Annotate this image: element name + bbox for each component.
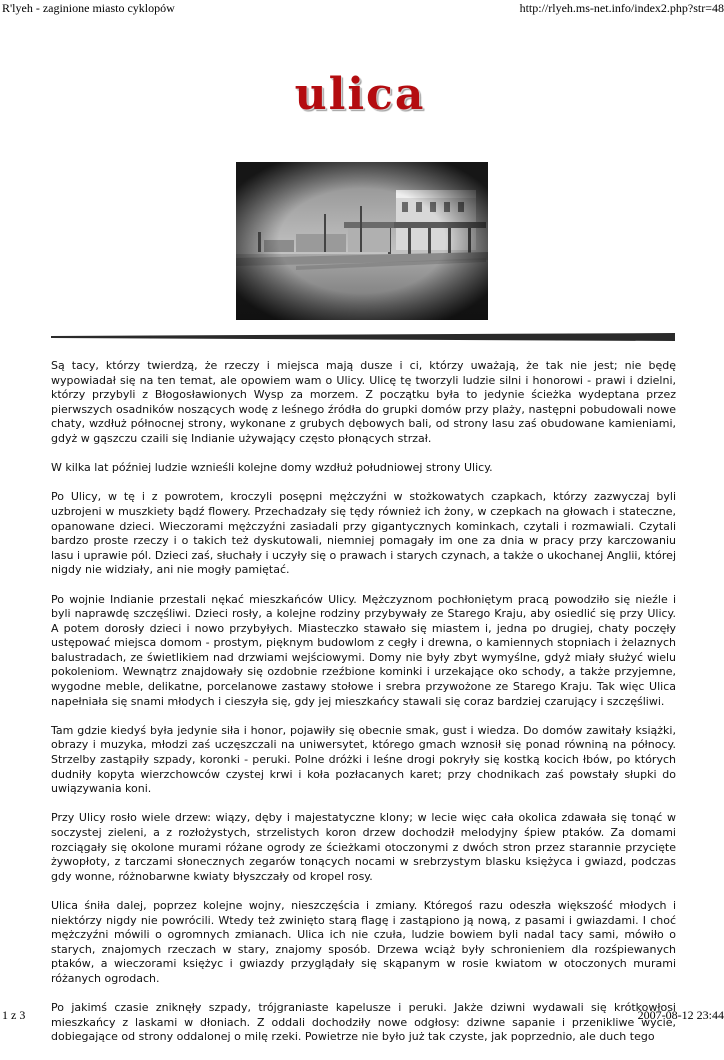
print-datetime: 2007-08-12 23:44 [637, 1008, 724, 1022]
page-url: http://rlyeh.ms-net.info/index2.php?str=48 [519, 1, 724, 15]
article-paragraph: Po Ulicy, w tę i z powrotem, kroczyli posępni mężczyźni w stożkowatych czapkach, którzy zazwyczaj byli uzbrojeni w muszkiety bądź flowery. Przechadzały się tędy również ich żony, w czepkach na głowach i stateczne, opanowane dzieci. Wieczorami mężczyźni zasiadali przy gigantycznych kominkach, czytali i rozmawiali. Czytali bardzo proste rzeczy i o takich też dyskutowali, niemniej pomagały im one za dnia w pracy przy karczowaniu lasu i uprawie pól. Dzieci zaś, słuchały i uczyły się o prawach i starych czynach, a także o ukochanej Anglii, której nigdy nie widziały, ani nie mogły pamiętać. [51, 490, 676, 577]
article-paragraph: Po jakimś czasie zniknęły szpady, trójgraniaste kapelusze i peruki. Jakże dziwni wydawali się krótkowłosi mieszkańcy z laskami w dłoniach. Z oddali dochodziły nowe odgłosy: dziwne sapanie i przenikliwe wycie, dobiegające od strony oddalonej o milę rzeki. Powietrze nie było już tak czyste, jak poprzednio, ale duch tego [51, 1001, 676, 1044]
page-title: R'lyeh - zaginione miasto cyklopów [2, 1, 175, 15]
print-footer [0, 1008, 724, 1024]
section-divider [51, 333, 675, 341]
article-paragraph: W kilka lat później ludzie wznieśli kolejne domy wzdłuż południowej strony Ulicy. [51, 461, 493, 475]
article-body [51, 359, 676, 1060]
article-paragraph: Po wojnie Indianie przestali nękać mieszkańców Ulicy. Mężczyznom pochłoniętym pracą powodziło się nieźle i byli naprawdę szczęśliwi. Dzieci rosły, a kolejne rodziny przybywały ze Starego Kraju, aby osiedlić się przy Ulicy. A potem dorosły dzieci i nowo przybyłych. Miasteczko stawało się miastem i, jedna po drugiej, chaty poczęły ustępować miejsca domom - prostym, pięknym budowlom z cegły i drewna, o kamiennych stopniach i żelaznych balustradach, ze świetlikiem nad drzwiami wejściowymi. Domy nie były zbyt wymyślne, gdyż miały służyć wielu pokoleniom. Wewnątrz znajdowały się ozdobnie rzeźbione kominki i urzekające oko schody, a także przyjemne, wygodne meble, delikatne, porcelanowe zastawy stołowe i srebra przywożone ze Starego Kraju. Tak więc Ulica napełniała się snami młodych i cieszyła się, gdy jej mieszkańcy stawali się coraz bardziej czarujący i szczęśliwi. [51, 592, 676, 708]
page-count: 1 z 3 [2, 1008, 26, 1022]
print-header [0, 1, 724, 17]
logo-title: ulica [294, 69, 426, 120]
article-paragraph: Tam gdzie kiedyś była jedynie siła i honor, pojawiły się obecnie smak, gust i wiedza. Do domów zawitały książki, obrazy i muzyka, młodzi zaś uczęszczali na uniwersytet, którego gmach wznosił się ponad równiną na północy. Strzelby zastąpiły szpady, koronki - peruki. Polne dróżki i leśne drogi pokryły się kostką kocich łbów, po których dudniły kopyta wierzchowców czystej krwi i koła pozłacanych karet; przy chodnikach zaś powstały słupki do uwiązywania koni. [51, 723, 676, 796]
photo-illustration [236, 162, 488, 320]
historic-street-photo [236, 162, 488, 320]
site-logo [262, 68, 458, 122]
article-paragraph: Ulica śniła dalej, poprzez kolejne wojny, nieszczęścia i zmiany. Któregoś razu odeszła większość młodych i niektórzy nigdy nie powrócili. Wtedy też zwinięto starą flagę i zastąpiono ją nową, z pasami i gwiazdami. I choć mężczyźni mówili o ogromnych zmianach. Ulica ich nie czuła, ludzie bowiem byli nadal tacy sami, mówiło o starych, znajomych rzeczach w stary, znajomy sposób. Drzewa wciąż były schronieniem dla rozśpiewanych ptaków, a wieczorami księżyc i gwiazdy przyglądały się skąpanym w rosie kwiatom w otoczonych murami różanych ogrodach. [51, 898, 676, 985]
article-paragraph: Przy Ulicy rosło wiele drzew: wiązy, dęby i majestatyczne klony; w lecie więc cała okolica zdawała się tonąć w soczystej zieleni, a z rozłożystych, strzelistych koron drzew dochodził melodyjny śpiew ptaków. Za domami rozciągały się okolone murami różane ogrody ze ścieżkami otoczonymi z dwóch stron przez starannie przycięte żywopłoty, z tarczami słonecznych zegarów tonących nocami w srebrzystym blasku księżyca i gwiazd, podczas gdy wonne, różnobarwne kwiaty błyszczały od kropel rosy. [51, 811, 676, 883]
article-paragraph: Są tacy, którzy twierdzą, że rzeczy i miejsca mają dusze i ci, którzy uważają, że tak nie jest; nie będę wypowiadał się na ten temat, ale opowiem wam o Ulicy. Ulicę tę tworzyli ludzie silni i honorowi - prawi i dzielni, którzy przybyli z Błogosławionych Wysp za morzem. Z początku była to jedynie ścieżka wydeptana przez pierwszych osadników noszących wodę z leśnego źródła do grupki domów przy plaży, następni pobudowali nowe chaty, wzdłuż północnej strony, wykonane z grubych dębowych bali, od strony lasu zaś obudowane kamieniami, gdyż w gąszczu czaili się Indianie używający często płonących strzał. [51, 359, 676, 445]
